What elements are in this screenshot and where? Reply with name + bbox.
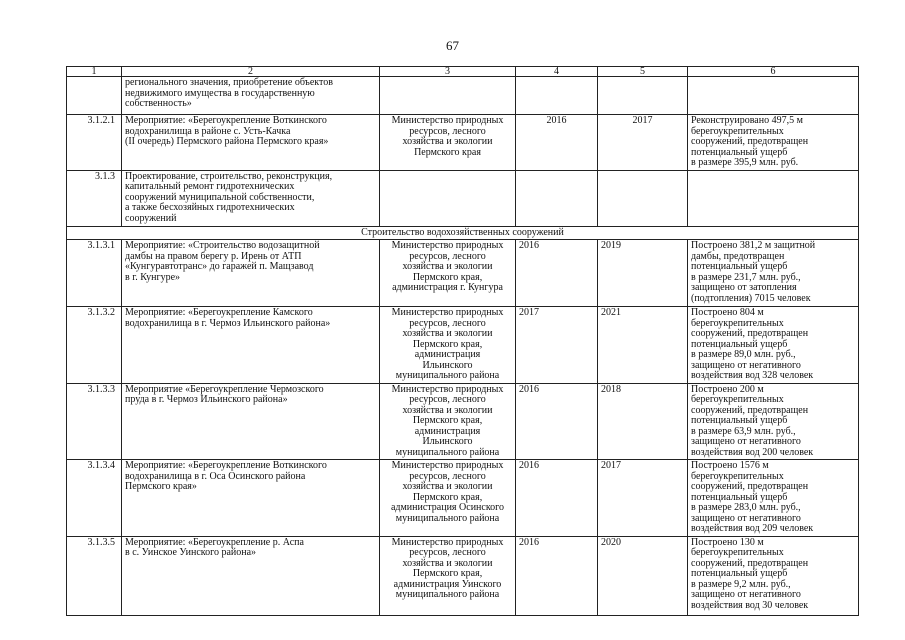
col-header-4: 4 bbox=[516, 67, 598, 77]
col-header-1: 1 bbox=[67, 67, 122, 77]
program-table bbox=[66, 66, 859, 616]
measure-description: Проектирование, строительство, реконструкция, капитальный ремонт гидротехнических сооружений муниципальной собственности, а также бесхозяйных гидротехнических сооружений bbox=[122, 170, 380, 226]
row-number: 3.1.3.1 bbox=[67, 240, 122, 307]
start-year: 2017 bbox=[516, 307, 598, 384]
expected-result: Построено 804 м берегоукрепительных сооружений, предотвращен потенциальный ущерб в размере 89,0 млн. руб., защищено от негативного воздействия вод 328 человек bbox=[688, 307, 859, 384]
column-number-row bbox=[67, 67, 859, 77]
measure-description: Мероприятие «Берегоукрепление Чермозского пруда в г. Чермоз Ильинского района» bbox=[122, 383, 380, 460]
start-year: 2016 bbox=[516, 383, 598, 460]
start-year: 2016 bbox=[516, 115, 598, 171]
executor: Министерство природных ресурсов, лесного хозяйства и экологии Пермского края bbox=[380, 115, 516, 171]
end-year: 2018 bbox=[598, 383, 688, 460]
col-header-2: 2 bbox=[122, 67, 380, 77]
expected-result: Построено 1576 м берегоукрепительных сооружений, предотвращен потенциальный ущерб в размере 283,0 млн. руб., защищено от негативного воздействия вод 209 человек bbox=[688, 460, 859, 537]
measure-description: Мероприятие: «Строительство водозащитной дамбы на правом берегу р. Ирень от АТП «Кунгуравтотранс» до гаражей п. Мащзавод в г. Кунгуре» bbox=[122, 240, 380, 307]
section-title: Строительство водохозяйственных сооружений bbox=[67, 226, 859, 240]
end-year: 2021 bbox=[598, 307, 688, 384]
measure-description: Мероприятие: «Берегоукрепление р. Аспа в с. Уинское Уинского района» bbox=[122, 536, 380, 615]
table-row bbox=[67, 307, 859, 384]
start-year: 2016 bbox=[516, 460, 598, 537]
executor: Министерство природных ресурсов, лесного хозяйства и экологии Пермского края, администрация Ильинского муниципального района bbox=[380, 307, 516, 384]
col-header-5: 5 bbox=[598, 67, 688, 77]
section-header-row bbox=[67, 226, 859, 240]
executor: Министерство природных ресурсов, лесного хозяйства и экологии Пермского края, администрация г. Кунгура bbox=[380, 240, 516, 307]
row-number: 3.1.3.5 bbox=[67, 536, 122, 615]
table-row-313 bbox=[67, 170, 859, 226]
row-number: 3.1.2.1 bbox=[67, 115, 122, 171]
col-header-3: 3 bbox=[380, 67, 516, 77]
col-header-6: 6 bbox=[688, 67, 859, 77]
row-number: 3.1.3 bbox=[67, 170, 122, 226]
table-row bbox=[67, 536, 859, 615]
start-year: 2016 bbox=[516, 536, 598, 615]
expected-result: Построено 200 м берегоукрепительных сооружений, предотвращен потенциальный ущерб в размере 63,9 млн. руб., защищено от негативного воздействия вод 200 человек bbox=[688, 383, 859, 460]
measure-description: Мероприятие: «Берегоукрепление Камского водохранилища в г. Чермоз Ильинского района» bbox=[122, 307, 380, 384]
continuation-row bbox=[67, 77, 859, 115]
page-number: 67 bbox=[446, 38, 459, 53]
table-row bbox=[67, 460, 859, 537]
measure-description: Мероприятие: «Берегоукрепление Воткинского водохранилища в г. Оса Осинского района Пермского края» bbox=[122, 460, 380, 537]
executor: Министерство природных ресурсов, лесного хозяйства и экологии Пермского края, администрация Ильинского муниципального района bbox=[380, 383, 516, 460]
expected-result: Построено 130 м берегоукрепительных сооружений, предотвращен потенциальный ущерб в размере 9,2 млн. руб., защищено от негативного воздействия вод 30 человек bbox=[688, 536, 859, 615]
table-row bbox=[67, 383, 859, 460]
expected-result: Реконструировано 497,5 м берегоукрепительных сооружений, предотвращен потенциальный ущерб в размере 395,9 млн. руб. bbox=[688, 115, 859, 171]
table-row-3121 bbox=[67, 115, 859, 171]
row-number: 3.1.3.4 bbox=[67, 460, 122, 537]
measures-body bbox=[67, 240, 859, 616]
end-year: 2017 bbox=[598, 115, 688, 171]
executor: Министерство природных ресурсов, лесного хозяйства и экологии Пермского края, администрация Уинского муниципального района bbox=[380, 536, 516, 615]
end-year: 2020 bbox=[598, 536, 688, 615]
table-row bbox=[67, 240, 859, 307]
continuation-text: регионального значения, приобретение объектов недвижимого имущества в государственную собственность» bbox=[122, 77, 380, 115]
row-number: 3.1.3.2 bbox=[67, 307, 122, 384]
expected-result: Построено 381,2 м защитной дамбы, предотвращен потенциальный ущерб в размере 231,7 млн. руб., защищено от затопления (подтопления) 7015 человек bbox=[688, 240, 859, 307]
start-year: 2016 bbox=[516, 240, 598, 307]
end-year: 2017 bbox=[598, 460, 688, 537]
measure-description: Мероприятие: «Берегоукрепление Воткинского водохранилища в районе с. Усть-Качка (II очередь) Пермского района Пермского края» bbox=[122, 115, 380, 171]
end-year: 2019 bbox=[598, 240, 688, 307]
row-number: 3.1.3.3 bbox=[67, 383, 122, 460]
executor: Министерство природных ресурсов, лесного хозяйства и экологии Пермского края, администрация Осинского муниципального района bbox=[380, 460, 516, 537]
